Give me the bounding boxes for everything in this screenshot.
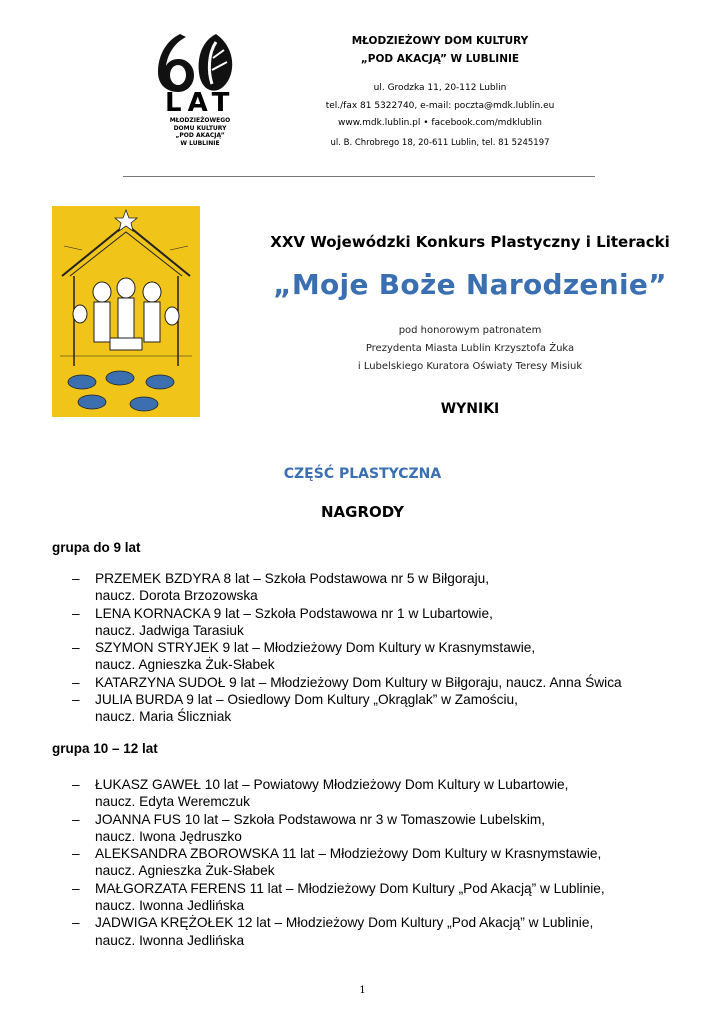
section-title: CZĘŚĆ PLASTYCZNA (283, 466, 442, 482)
logo-lat: LAT (165, 88, 236, 118)
contest-name: XXV Wojewódzki Konkurs Plastyczny i Literacki (270, 233, 670, 251)
group-heading: grupa do 9 lat (52, 540, 141, 555)
secondary-address: ul. B. Chrobrego 18, 20-611 Lublin, tel. 81 5245197 (330, 138, 550, 148)
contact-block (290, 80, 590, 133)
list-item: – JADWIGA KRĘŻOŁEK 12 lat – Młodzieżowy Dom Kultury „Pod Akacją” w Lublinie, naucz. Iwonna Jedlińska (72, 915, 594, 948)
list-item: – PRZEMEK BZDYRA 8 lat – Szkoła Podstawowa nr 5 w Biłgoraju, naucz. Dorota Brzozowska (72, 571, 490, 604)
winners-list (72, 570, 622, 726)
section-subtitle: NAGRODY (321, 503, 404, 521)
nativity-artwork-image (52, 206, 200, 417)
list-item: – LENA KORNACKA 9 lat – Szkoła Podstawowa nr 1 w Lubartowie, naucz. Jadwiga Tarasiuk (72, 605, 493, 638)
patronage: pod honorowym patronatem Prezydenta Miasta Lublin Krzysztofa Żuka i Lubelskiego Kuratora Oświaty Teresy Misiuk (357, 325, 583, 372)
list-item: – JOANNA FUS 10 lat – Szkoła Podstawowa nr 3 w Tomaszowie Lubelskim, naucz. Iwona Jędruszko (72, 811, 546, 844)
results-heading: WYNIKI (440, 401, 500, 417)
group-heading: grupa 10 – 12 lat (52, 741, 158, 756)
logo-subtitle: MŁODZIEŻOWEGO DOMU KULTURY „POD AKACJĄ” W LUBLINIE (169, 117, 231, 147)
list-item: – ALEKSANDRA ZBOROWSKA 11 lat – Młodzieżowy Dom Kultury w Krasnymstawie, naucz. Agnieszka Żuk-Słabek (72, 846, 602, 879)
list-item: – KATARZYNA SUDOŁ 9 lat – Młodzieżowy Dom Kultury w Biłgoraju, naucz. Anna Świca (72, 674, 622, 690)
address: ul. Grodzka 11, 20-112 Lublin (373, 83, 507, 93)
organization-name: MŁODZIEŻOWY DOM KULTURY „POD AKACJĄ” W LUBLINIE (351, 35, 529, 65)
list-item: – JULIA BURDA 9 lat – Osiedlowy Dom Kultury „Okrąglak” w Zamościu, naucz. Maria Śliczniak (72, 692, 518, 725)
page-number: 1 (359, 985, 366, 996)
phone-email: tel./fax 81 5322740, e-mail: poczta@mdk.lublin.eu (325, 100, 555, 111)
header-divider (123, 176, 595, 177)
contest-title: „Moje Boże Narodzenie” (273, 268, 667, 301)
list-item: – SZYMON STRYJEK 9 lat – Młodzieżowy Dom Kultury w Krasnymstawie, naucz. Agnieszka Żuk-Słabek (72, 640, 536, 673)
web-links[interactable]: www.mdk.lublin.pl • facebook.com/mdklublin (338, 118, 542, 128)
winners-list (72, 776, 605, 949)
list-item: – MAŁGORZATA FERENS 11 lat – Młodzieżowy Dom Kultury „Pod Akacją” w Lublinie, naucz. Iwonna Jedlińska (72, 880, 605, 914)
list-item: – ŁUKASZ GAWEŁ 10 lat – Powiatowy Młodzieżowy Dom Kultury w Lubartowie, naucz. Edyta Weremczuk (72, 777, 569, 810)
